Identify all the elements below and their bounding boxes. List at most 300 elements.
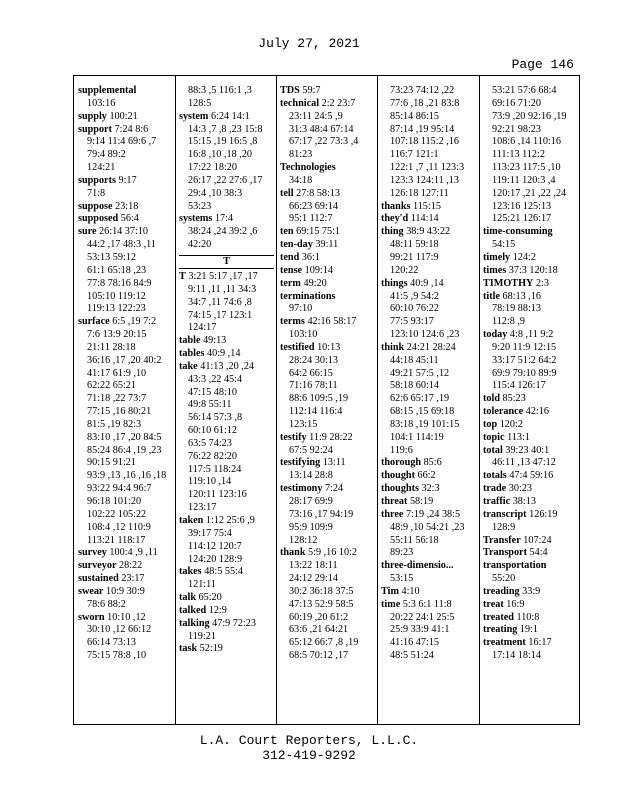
page-line-refs: 11:9 28:22	[309, 431, 353, 443]
index-word: title	[483, 290, 500, 302]
page-line-refs: 34:18	[289, 174, 313, 186]
page-line-refs: 68:5 70:12 ,17	[289, 650, 349, 662]
page-line-refs: 38:13	[512, 496, 536, 507]
page-line-refs: 105:10 119:12	[87, 290, 146, 302]
page-line-refs: 69:16 71:20	[492, 97, 541, 109]
page-line-refs: 77:6 ,18 ,21 83:8	[390, 97, 460, 109]
page-line-refs: 59:7	[302, 85, 321, 96]
index-entry	[280, 98, 375, 111]
index-entry	[483, 291, 578, 304]
index-column-2	[179, 85, 274, 724]
index-entry	[280, 291, 375, 304]
page-line-refs: 108:4 ,12 110:9	[87, 521, 151, 533]
page-line-refs: 92:21 98:23	[492, 123, 541, 135]
index-word: ten	[280, 226, 294, 238]
page-line-refs: 31:3 48:4 67:14	[289, 123, 354, 135]
page-line-refs: 36:16 ,17 ,20 40:2	[87, 354, 162, 366]
page-line-refs: 48:5 51:24	[390, 650, 434, 662]
index-entry	[483, 547, 578, 560]
page-line-refs: 40:9 ,14	[410, 277, 444, 289]
page-line-refs: 44:2 ,17 48:3 ,11	[87, 239, 156, 251]
reporter-name: L.A. Court Reporters, L.L.C.	[199, 733, 419, 748]
page-line-refs: 26:14 37:10	[99, 226, 149, 238]
index-word: sure	[78, 226, 97, 238]
index-word: thorough	[381, 457, 422, 469]
index-word: Tim	[381, 585, 399, 597]
page-line-refs: 3:21 5:17 ,17 ,17	[188, 270, 258, 282]
page-line-refs: 4:10	[401, 585, 420, 597]
index-word: terms	[280, 316, 305, 328]
page-line-refs: 12:9	[208, 604, 227, 616]
page-line-refs: 110:8	[516, 611, 540, 623]
index-word: takes	[179, 566, 202, 578]
page-line-refs: 71:16 78:11	[289, 380, 338, 392]
page-line-refs: 55:20	[492, 573, 516, 585]
index-word: take	[179, 360, 198, 372]
page-line-refs: 7:6 13:9 20:15	[87, 329, 147, 341]
page-line-refs: 124:20 128:9	[188, 553, 243, 565]
index-entry	[280, 85, 375, 98]
page-line-refs: 53:21 57:6 68:4	[492, 85, 557, 96]
page-line-refs: 120:2	[499, 418, 523, 430]
index-word: treating	[483, 624, 518, 636]
page-line-refs: 27:8 58:13	[296, 187, 340, 199]
page-line-refs: 83:10 ,17 ,20 84:5	[87, 431, 162, 443]
page-line-refs: 119:13 122:23	[87, 303, 146, 315]
page-line-refs: 25:9 33:9 41:1	[390, 624, 450, 636]
index-word: talked	[179, 604, 207, 616]
page-line-refs: 128:9	[492, 521, 516, 533]
page-line-refs: 37:3 120:18	[508, 264, 558, 276]
page-line-refs: 88:6 109:5 ,19	[289, 393, 349, 405]
index-word: told	[483, 393, 500, 405]
index-entry	[78, 111, 173, 124]
page-line-refs: 85:23	[502, 393, 526, 405]
index-entry	[179, 271, 274, 284]
page-line-refs: 78:19 88:13	[492, 303, 541, 315]
page-line-refs: 73:23 74:12 ,22	[390, 85, 455, 96]
index-entry	[179, 335, 274, 348]
index-entry	[179, 348, 274, 361]
page-line-refs: 119:10 ,14	[188, 476, 232, 488]
index-entry	[179, 566, 274, 579]
page-line-refs: 23:18	[115, 200, 139, 212]
index-word: terminations	[280, 290, 336, 302]
page-line-refs: 42:16 58:17	[307, 316, 357, 328]
index-entry	[381, 278, 477, 291]
page-line-refs: 93:9 ,13 ,16 ,16 ,18	[87, 470, 167, 482]
page-line-refs: 39:11	[315, 239, 339, 251]
index-word: testify	[280, 431, 307, 443]
page-line-refs: 42:20	[188, 239, 212, 251]
page-line-refs: 123:15	[289, 418, 318, 430]
index-word: table	[179, 335, 201, 347]
index-entry	[381, 496, 477, 509]
page-line-refs: 6:24 14:1	[210, 110, 250, 122]
index-word: supports	[78, 174, 116, 186]
index-word: time-consuming	[483, 226, 553, 238]
page-line-refs: 81:23	[289, 149, 313, 161]
page-line-refs: 120:22	[390, 264, 419, 276]
page-line-refs: 66:23 69:14	[289, 200, 338, 212]
page-line-refs: 77:8 78:16 84:9	[87, 277, 152, 289]
page-line-refs: 74:15 ,17 123:1	[188, 309, 253, 321]
page-line-refs: 65:20	[198, 592, 222, 604]
page-line-refs: 2:3	[535, 277, 549, 289]
page-line-refs: 56:4	[120, 213, 139, 225]
page-line-refs: 111:13 112:2	[492, 149, 545, 161]
page-line-refs: 71:18 ,22 73:7	[87, 393, 147, 405]
page-line-refs: 19:1	[519, 624, 538, 636]
page-line-refs: 7:24 8:6	[114, 123, 149, 135]
index-word: total	[483, 444, 503, 456]
index-word: thing	[381, 226, 404, 238]
index-entry	[280, 483, 375, 496]
index-entry	[179, 361, 274, 374]
page-line-refs: 116:7 121:1	[390, 149, 439, 161]
index-word: today	[483, 329, 508, 341]
index-word: thank	[280, 547, 306, 559]
page-line-refs: 47:9 72:23	[212, 617, 256, 629]
index-word: treading	[483, 585, 520, 597]
page-line-refs: 13:11	[322, 457, 346, 469]
page-line-refs: 38:24 ,24 39:2 ,6	[188, 226, 258, 238]
index-word: treatment	[483, 637, 526, 649]
page-line-refs: 120:11 123:16	[188, 489, 247, 501]
index-word: technical	[280, 97, 320, 109]
page-line-refs: 120:17 ,21 ,22 ,24	[492, 187, 567, 199]
page-line-refs: 63:5 74:23	[188, 437, 232, 449]
page-line-refs: 97:10	[289, 303, 313, 315]
page-line-refs: 77:5 93:17	[390, 316, 434, 328]
page-line-refs: 115:4 126:17	[492, 380, 546, 392]
page-line-refs: 113:23 117:5 ,10	[492, 162, 561, 174]
page-line-refs: 4:8 ,11 9:2	[509, 329, 554, 341]
index-word: trade	[483, 483, 507, 495]
index-column-4	[381, 85, 477, 724]
page-line-refs: 76:22 82:20	[188, 450, 237, 462]
page-line-refs: 10:13	[317, 341, 341, 353]
index-word: ten-day	[280, 239, 313, 251]
index-entry	[280, 342, 375, 355]
index-entry	[381, 226, 477, 239]
page-line-refs: 13:22 18:11	[289, 560, 338, 572]
index-word: systems	[179, 213, 213, 225]
index-word: supposed	[78, 213, 119, 225]
page-line-refs: 53:23	[188, 200, 212, 212]
page-line-refs: 107:24	[523, 534, 552, 546]
page-line-refs: 85:24 86:4 ,19 ,23	[87, 444, 162, 456]
page-line-refs: 28:22	[119, 560, 143, 572]
index-word: sustained	[78, 573, 119, 585]
index-word: traffic	[483, 496, 511, 507]
index-entry	[483, 419, 578, 432]
index-word: testimony	[280, 483, 323, 495]
page-line-refs: 32:3	[421, 483, 440, 495]
column-divider	[377, 76, 378, 724]
page-line-refs: 33:9	[522, 585, 541, 597]
index-word: tense	[280, 264, 303, 276]
page-line-refs: 115:15	[413, 200, 441, 212]
page-line-refs: 53:13 59:12	[87, 251, 136, 263]
index-entry	[280, 188, 375, 201]
word-index-box	[73, 75, 580, 725]
transcript-date: July 27, 2021	[258, 36, 360, 51]
page-line-refs: 30:2 36:18 37:5	[289, 585, 354, 597]
page-line-refs: 124:21	[87, 162, 116, 174]
page-line-refs: 29:4 ,10 38:3	[188, 187, 243, 199]
page-line-refs: 117:5 118:24	[188, 463, 242, 475]
page-line-refs: 23:17	[121, 573, 145, 585]
page-line-refs: 24:12 29:14	[289, 573, 338, 585]
page-line-refs: 83:18 ,19 101:15	[390, 418, 460, 430]
index-word: transportation	[483, 560, 547, 572]
column-divider	[175, 76, 176, 724]
page-line-refs: 47:4 59:16	[509, 470, 554, 482]
page-line-refs: 10:9 30:9	[106, 585, 145, 597]
page-line-refs: 49:13	[203, 335, 227, 347]
index-entry	[483, 278, 578, 291]
page-line-refs: 128:12	[289, 534, 318, 546]
index-word: TIMOTHY	[483, 277, 534, 289]
page-line-refs: 75:15 78:8 ,10	[87, 650, 147, 662]
index-word: they'd	[381, 213, 409, 225]
page-line-refs: 107:18 115:2 ,16	[390, 136, 459, 148]
index-word: things	[381, 277, 408, 289]
page-line-refs: 113:21 118:17	[87, 534, 146, 546]
index-entry	[381, 586, 477, 599]
page-line-refs: 71:8	[87, 187, 106, 199]
index-word: surveyor	[78, 560, 117, 572]
page-line-refs: 88:3 ,5 116:1 ,3	[188, 85, 252, 96]
page-line-refs: 60:10 76:22	[390, 303, 439, 315]
index-entry	[381, 483, 477, 496]
index-word: totals	[483, 470, 507, 482]
index-entry	[483, 624, 578, 637]
index-word: topic	[483, 431, 505, 443]
index-entry	[78, 560, 173, 573]
page-line-refs: 81:5 ,19 82:3	[87, 418, 142, 430]
page-line-refs: 125:21 126:17	[492, 213, 552, 225]
index-entry	[381, 509, 477, 522]
index-entry	[179, 643, 274, 656]
letter-section-header: T	[179, 255, 274, 269]
page-line-refs: 66:2	[417, 470, 436, 482]
index-entry	[280, 239, 375, 252]
page-line-refs: 28:17 69:9	[289, 496, 333, 507]
index-entry	[179, 618, 274, 631]
page-line-refs: 16:9	[506, 598, 525, 610]
page-line-refs: 124:17	[188, 322, 217, 334]
index-entry	[280, 316, 375, 329]
index-word: sworn	[78, 611, 105, 623]
index-entry	[483, 535, 578, 548]
index-word: swear	[78, 585, 104, 597]
page-line-refs: 62:22 65:21	[87, 380, 136, 392]
page-line-refs: 41:17 61:9 ,10	[87, 367, 147, 379]
page-line-refs: 58:19	[409, 496, 434, 507]
page-line-refs: 109:14	[304, 264, 333, 276]
page-line-refs: 60:19 ,20 61:2	[289, 611, 349, 623]
index-entry	[483, 226, 578, 239]
page-line-refs: 55:11 56:18	[390, 534, 439, 546]
page-line-refs: 14:3 ,7 ,8 ,23 15:8	[188, 123, 263, 135]
index-entry	[78, 547, 173, 560]
index-entry	[280, 226, 375, 239]
index-entry	[78, 226, 173, 239]
page-line-refs: 104:1 114:19	[390, 431, 444, 443]
page-line-refs: 20:22 24:1 25:5	[390, 611, 455, 623]
page-line-refs: 89:23	[390, 547, 414, 559]
page-line-refs: 23:11 24:5 ,9	[289, 110, 343, 122]
page-line-refs: 61:1 65:18 ,23	[87, 264, 147, 276]
index-entry	[280, 162, 375, 175]
index-word: thought	[381, 470, 415, 482]
page-line-refs: 73:16 ,17 94:19	[289, 508, 354, 520]
page-line-refs: 114:14	[410, 213, 439, 225]
index-word: tell	[280, 187, 294, 199]
index-word: taken	[179, 515, 204, 526]
page-line-refs: 93:22 94:4 96:7	[87, 483, 152, 495]
index-word: tables	[179, 348, 205, 360]
index-word: time	[381, 598, 401, 610]
page-line-refs: 43:3 ,22 45:4	[188, 373, 243, 385]
index-entry	[78, 213, 173, 226]
page-line-refs: 41:13 ,20 ,24	[200, 360, 255, 372]
page-line-refs: 119:11 120:3 ,4	[492, 174, 556, 186]
index-entry	[381, 470, 477, 483]
index-entry	[78, 201, 173, 214]
index-word: surface	[78, 316, 110, 328]
page-line-refs: 66:14 73:13	[87, 637, 136, 649]
page-line-refs: 68:15 ,15 69:18	[390, 406, 455, 418]
index-word: threat	[381, 496, 408, 507]
index-entry	[280, 432, 375, 445]
page-line-refs: 41:16 47:15	[390, 637, 439, 649]
index-word: top	[483, 418, 498, 430]
page-line-refs: 6:5 ,19 7:2	[112, 316, 157, 328]
index-entry	[78, 573, 173, 586]
page-line-refs: 5:3 6:1 11:8	[402, 598, 452, 610]
page-line-refs: 42:16	[525, 406, 549, 418]
reporter-footer	[0, 733, 618, 763]
page-line-refs: 119:21	[188, 630, 216, 642]
index-word: timely	[483, 251, 511, 263]
page-line-refs: 123:10 124:6 ,23	[390, 329, 460, 341]
index-word: system	[179, 110, 209, 122]
page-line-refs: 48:5 55:4	[204, 566, 243, 578]
page-line-refs: 41:5 ,9 54:2	[390, 290, 439, 302]
index-word: suppose	[78, 200, 113, 212]
page-line-refs: 121:11	[188, 579, 216, 591]
page-line-refs: 26:17 ,22 27:6 ,17	[188, 174, 263, 186]
index-word: treat	[483, 598, 504, 610]
page-line-refs: 54:15	[492, 239, 516, 251]
index-entry	[381, 457, 477, 470]
index-entry	[483, 586, 578, 599]
page-line-refs: 39:23 40:1	[505, 444, 550, 456]
page-line-refs: 114:12 120:7	[188, 540, 242, 552]
page-line-refs: 60:10 61:12	[188, 425, 237, 437]
page-line-refs: 100:4 ,9 ,11	[109, 547, 158, 559]
index-entry	[483, 599, 578, 612]
page-line-refs: 77:15 ,16 80:21	[87, 406, 152, 418]
index-entry	[381, 599, 477, 612]
index-entry	[179, 213, 274, 226]
index-word: survey	[78, 547, 107, 559]
index-entry	[78, 316, 173, 329]
page-line-refs: 10:10 ,12	[107, 611, 146, 623]
page-line-refs: 128:5	[188, 97, 212, 109]
page-line-refs: 15:15 ,19 16:5 ,8	[188, 136, 258, 148]
page-line-refs: 73:9 ,20 92:16 ,19	[492, 110, 567, 122]
page-line-refs: 62:6 65:17 ,19	[390, 393, 450, 405]
index-column-1	[78, 85, 173, 724]
index-entry	[483, 432, 578, 445]
page-line-refs: 69:9 79:10 89:9	[492, 367, 557, 379]
page-line-refs: 30:23	[508, 483, 532, 495]
index-column-5	[483, 85, 578, 724]
page-line-refs: 49:21 57:5 ,12	[390, 367, 450, 379]
page-line-refs: 38:9 43:22	[406, 226, 451, 238]
page-line-refs: 16:17	[528, 637, 552, 649]
page-line-refs: 7:19 ,24 38:5	[406, 508, 461, 520]
page-line-refs: 36:1	[301, 251, 320, 263]
index-word: talking	[179, 617, 210, 629]
page-line-refs: 65:12 66:7 ,8 ,19	[289, 637, 359, 649]
index-entry	[483, 496, 578, 509]
page-line-refs: 9:20 11:9 12:15	[492, 341, 557, 353]
index-entry	[280, 252, 375, 265]
index-entry	[179, 592, 274, 605]
index-entry	[381, 201, 477, 214]
page-line-refs: 123:17	[188, 502, 217, 514]
page-line-refs: 47:15 48:10	[188, 386, 237, 398]
index-word: testified	[280, 341, 315, 353]
index-entry	[381, 560, 477, 573]
page-line-refs: 124:2	[512, 251, 536, 263]
index-entry	[280, 457, 375, 470]
index-entry	[78, 612, 173, 625]
page-line-refs: 49:8 55:11	[188, 399, 232, 411]
page-line-refs: 9:14 11:4 69:6 ,7	[87, 136, 157, 148]
page-line-refs: 95:9 109:9	[289, 521, 333, 533]
index-column-3	[280, 85, 375, 724]
page-line-refs: 113:1	[507, 431, 530, 443]
page-line-refs: 2:2 23:7	[321, 97, 356, 109]
page-line-refs: 17:4	[214, 213, 234, 225]
column-divider	[276, 76, 277, 724]
index-word: Transport	[483, 547, 527, 559]
page-line-refs: 58:18 60:14	[390, 380, 439, 392]
page-line-refs: 47:13 52:9 58:5	[289, 598, 354, 610]
page-line-refs: 67:5 92:24	[289, 444, 333, 456]
index-entry	[78, 586, 173, 599]
page-line-refs: 112:14 116:4	[289, 406, 343, 418]
page-line-refs: 112:8 ,9	[492, 316, 526, 328]
page-line-refs: 24:21 28:24	[406, 341, 456, 353]
index-word: support	[78, 123, 112, 135]
page-line-refs: 16:8 ,10 ,18 ,20	[188, 149, 252, 161]
page-line-refs: 123:3 124:11 ,13	[390, 174, 459, 186]
index-entry	[483, 509, 578, 522]
index-word: think	[381, 341, 405, 353]
index-entry	[78, 175, 173, 188]
index-entry	[179, 515, 274, 528]
index-entry	[280, 547, 375, 560]
index-entry	[179, 111, 274, 124]
page-line-refs: 90:15 91:21	[87, 457, 136, 469]
